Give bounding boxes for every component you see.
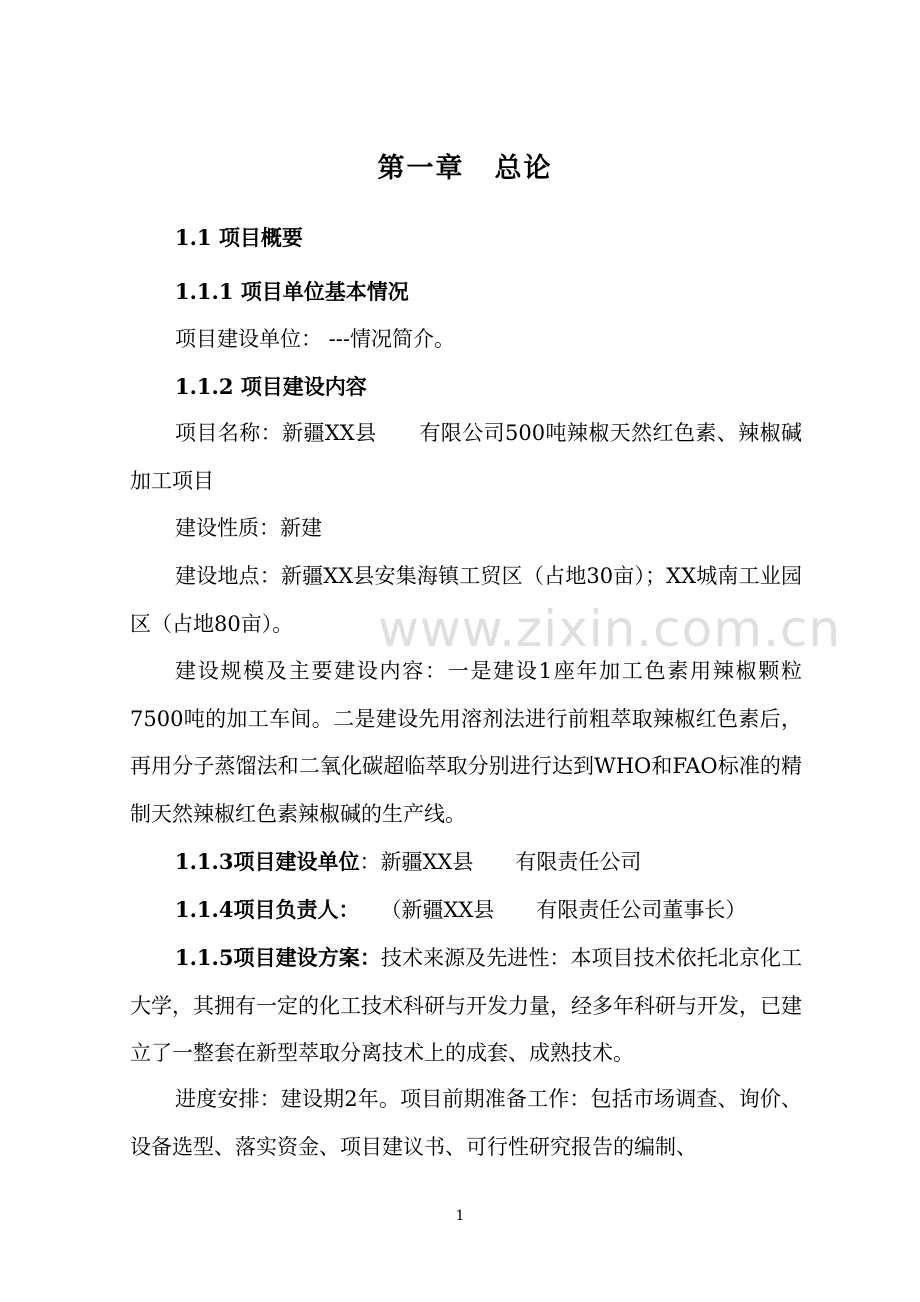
section-1-1-3-text: ：新疆XX县 有限责任公司 xyxy=(359,850,642,874)
section-1-1-5-text: 技术来源及先进性：本项目技术依托北京化工大学，其拥有一定的化工技术科研与开发力量，经多年科研与开发，已建立了一整套在新型萃取分离技术上的成套、成熟技术。 xyxy=(130,946,802,1065)
location-paragraph: 建设地点：新疆XX县安集海镇工贸区（占地30亩）；XX城南工业园区（占地80亩）。 xyxy=(130,564,802,636)
section-1-1-3 xyxy=(130,838,802,887)
heading-1-1-2: 1.1.2 项目建设内容 xyxy=(175,374,367,399)
chapter-name: 总论 xyxy=(494,153,553,184)
section-1-1-5 xyxy=(130,934,802,1078)
schedule-paragraph: 进度安排：建设期2年。项目前期准备工作：包括市场调查、询价、设备选型、落实资金、项目建议书、可行性研究报告的编制、 xyxy=(130,1087,802,1159)
project-name-paragraph: 项目名称：新疆XX县 有限公司500吨辣椒天然红色素、辣椒碱加工项目 xyxy=(130,421,802,493)
chapter-title xyxy=(0,146,920,185)
heading-1-1: 1.1 项目概要 xyxy=(175,225,303,250)
watermark: www.zixin.com.cn xyxy=(378,600,842,658)
section-1-1-5-label: 1.1.5项目建设方案： xyxy=(175,945,381,970)
section-1-1-3-label: 1.1.3项目建设单位 xyxy=(175,849,360,874)
heading-1-1-1: 1.1.1 项目单位基本情况 xyxy=(175,279,409,304)
chapter-number: 第一章 xyxy=(377,153,465,184)
page-number: 1 xyxy=(455,1208,465,1224)
section-1-1-4-text: （新疆XX县 有限责任公司董事长） xyxy=(348,898,747,922)
section-1-1-4-label: 1.1.4项目负责人： xyxy=(175,897,349,922)
unit-paragraph: 项目建设单位： ---情况简介。 xyxy=(175,327,455,351)
section-1-1-4 xyxy=(130,886,802,935)
nature-paragraph: 建设性质：新建 xyxy=(175,516,322,540)
scale-paragraph: 建设规模及主要建设内容：一是建设1座年加工色素用辣椒颗粒7500吨的加工车间。二是建设先用溶剂法进行前粗萃取辣椒红色素后，再用分子蒸馏法和二氧化碳超临萃取分别进行达到WHO和FAO标准的精制天然辣椒红色素辣椒碱的生产线。 xyxy=(130,659,802,826)
